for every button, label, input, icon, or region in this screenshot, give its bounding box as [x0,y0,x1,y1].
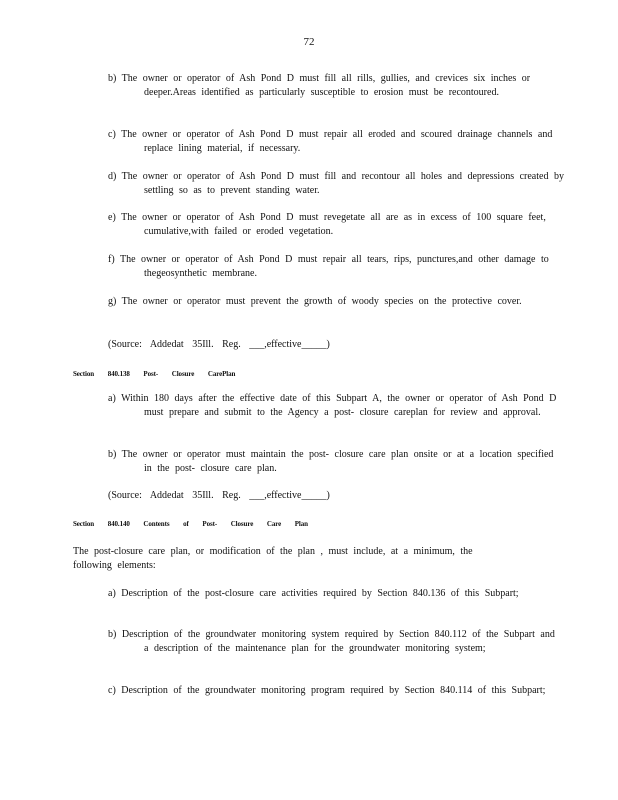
list-item-f: f) The owner or operator of Ash Pond D must repair all tears, rips, punctures,and other damage to thegeosynthetic membrane. [108,254,549,279]
list-item-g: g) The owner or operator must prevent the growth of woody species on the protective cover. [108,296,522,307]
list-item-a: a) Within 180 days after the effective date of this Subpart A, the owner or operator of Ash Pond D must prepare and submit to the Agency a post- closure careplan for review and approval. [108,393,557,418]
intro-paragraph: The post-closure care plan, or modification of the plan , must include, at a minimum, the following elements: [73,546,473,571]
list-item-a: a) Description of the post-closure care activities required by Section 840.136 of this Subpart; [108,588,519,599]
source-note: (Source: Addedat 35Ill. Reg. ___,effective_____) [108,490,330,501]
page-number: 72 [303,36,315,48]
list-item-b: b) Description of the groundwater monitoring system required by Section 840.112 of the Subpart and a description of the maintenance plan for the groundwater monitoring system; [108,629,555,654]
section-heading-840-140: Section 840.140 Contents of Post- Closure Care Plan [73,520,308,528]
list-item-c: c) The owner or operator of Ash Pond D must repair all eroded and scoured drainage channels and replace lining material, if necessary. [108,129,553,154]
list-item-c: c) Description of the groundwater monitoring program required by Section 840.114 of this Subpart; [108,685,546,696]
list-item-e: e) The owner or operator of Ash Pond D must revegetate all are as in excess of 100 square feet, cumulative,with failed or eroded vegetation. [108,212,546,237]
source-note: (Source: Addedat 35Ill. Reg. ___,effective_____) [108,339,330,350]
list-item-d: d) The owner or operator of Ash Pond D must fill and recontour all holes and depressions created by settling so as to prevent standing water. [108,171,564,196]
list-item-b: b) The owner or operator of Ash Pond D must fill all rills, gullies, and crevices six inches or deeper.Areas identified as particularly susceptible to erosion must be recontoured. [108,73,531,98]
section-heading-840-138: Section 840.138 Post- Closure CarePlan [73,370,236,378]
list-item-b: b) The owner or operator must maintain the post- closure care plan onsite or at a location specified in the post- closure care plan. [108,449,554,474]
